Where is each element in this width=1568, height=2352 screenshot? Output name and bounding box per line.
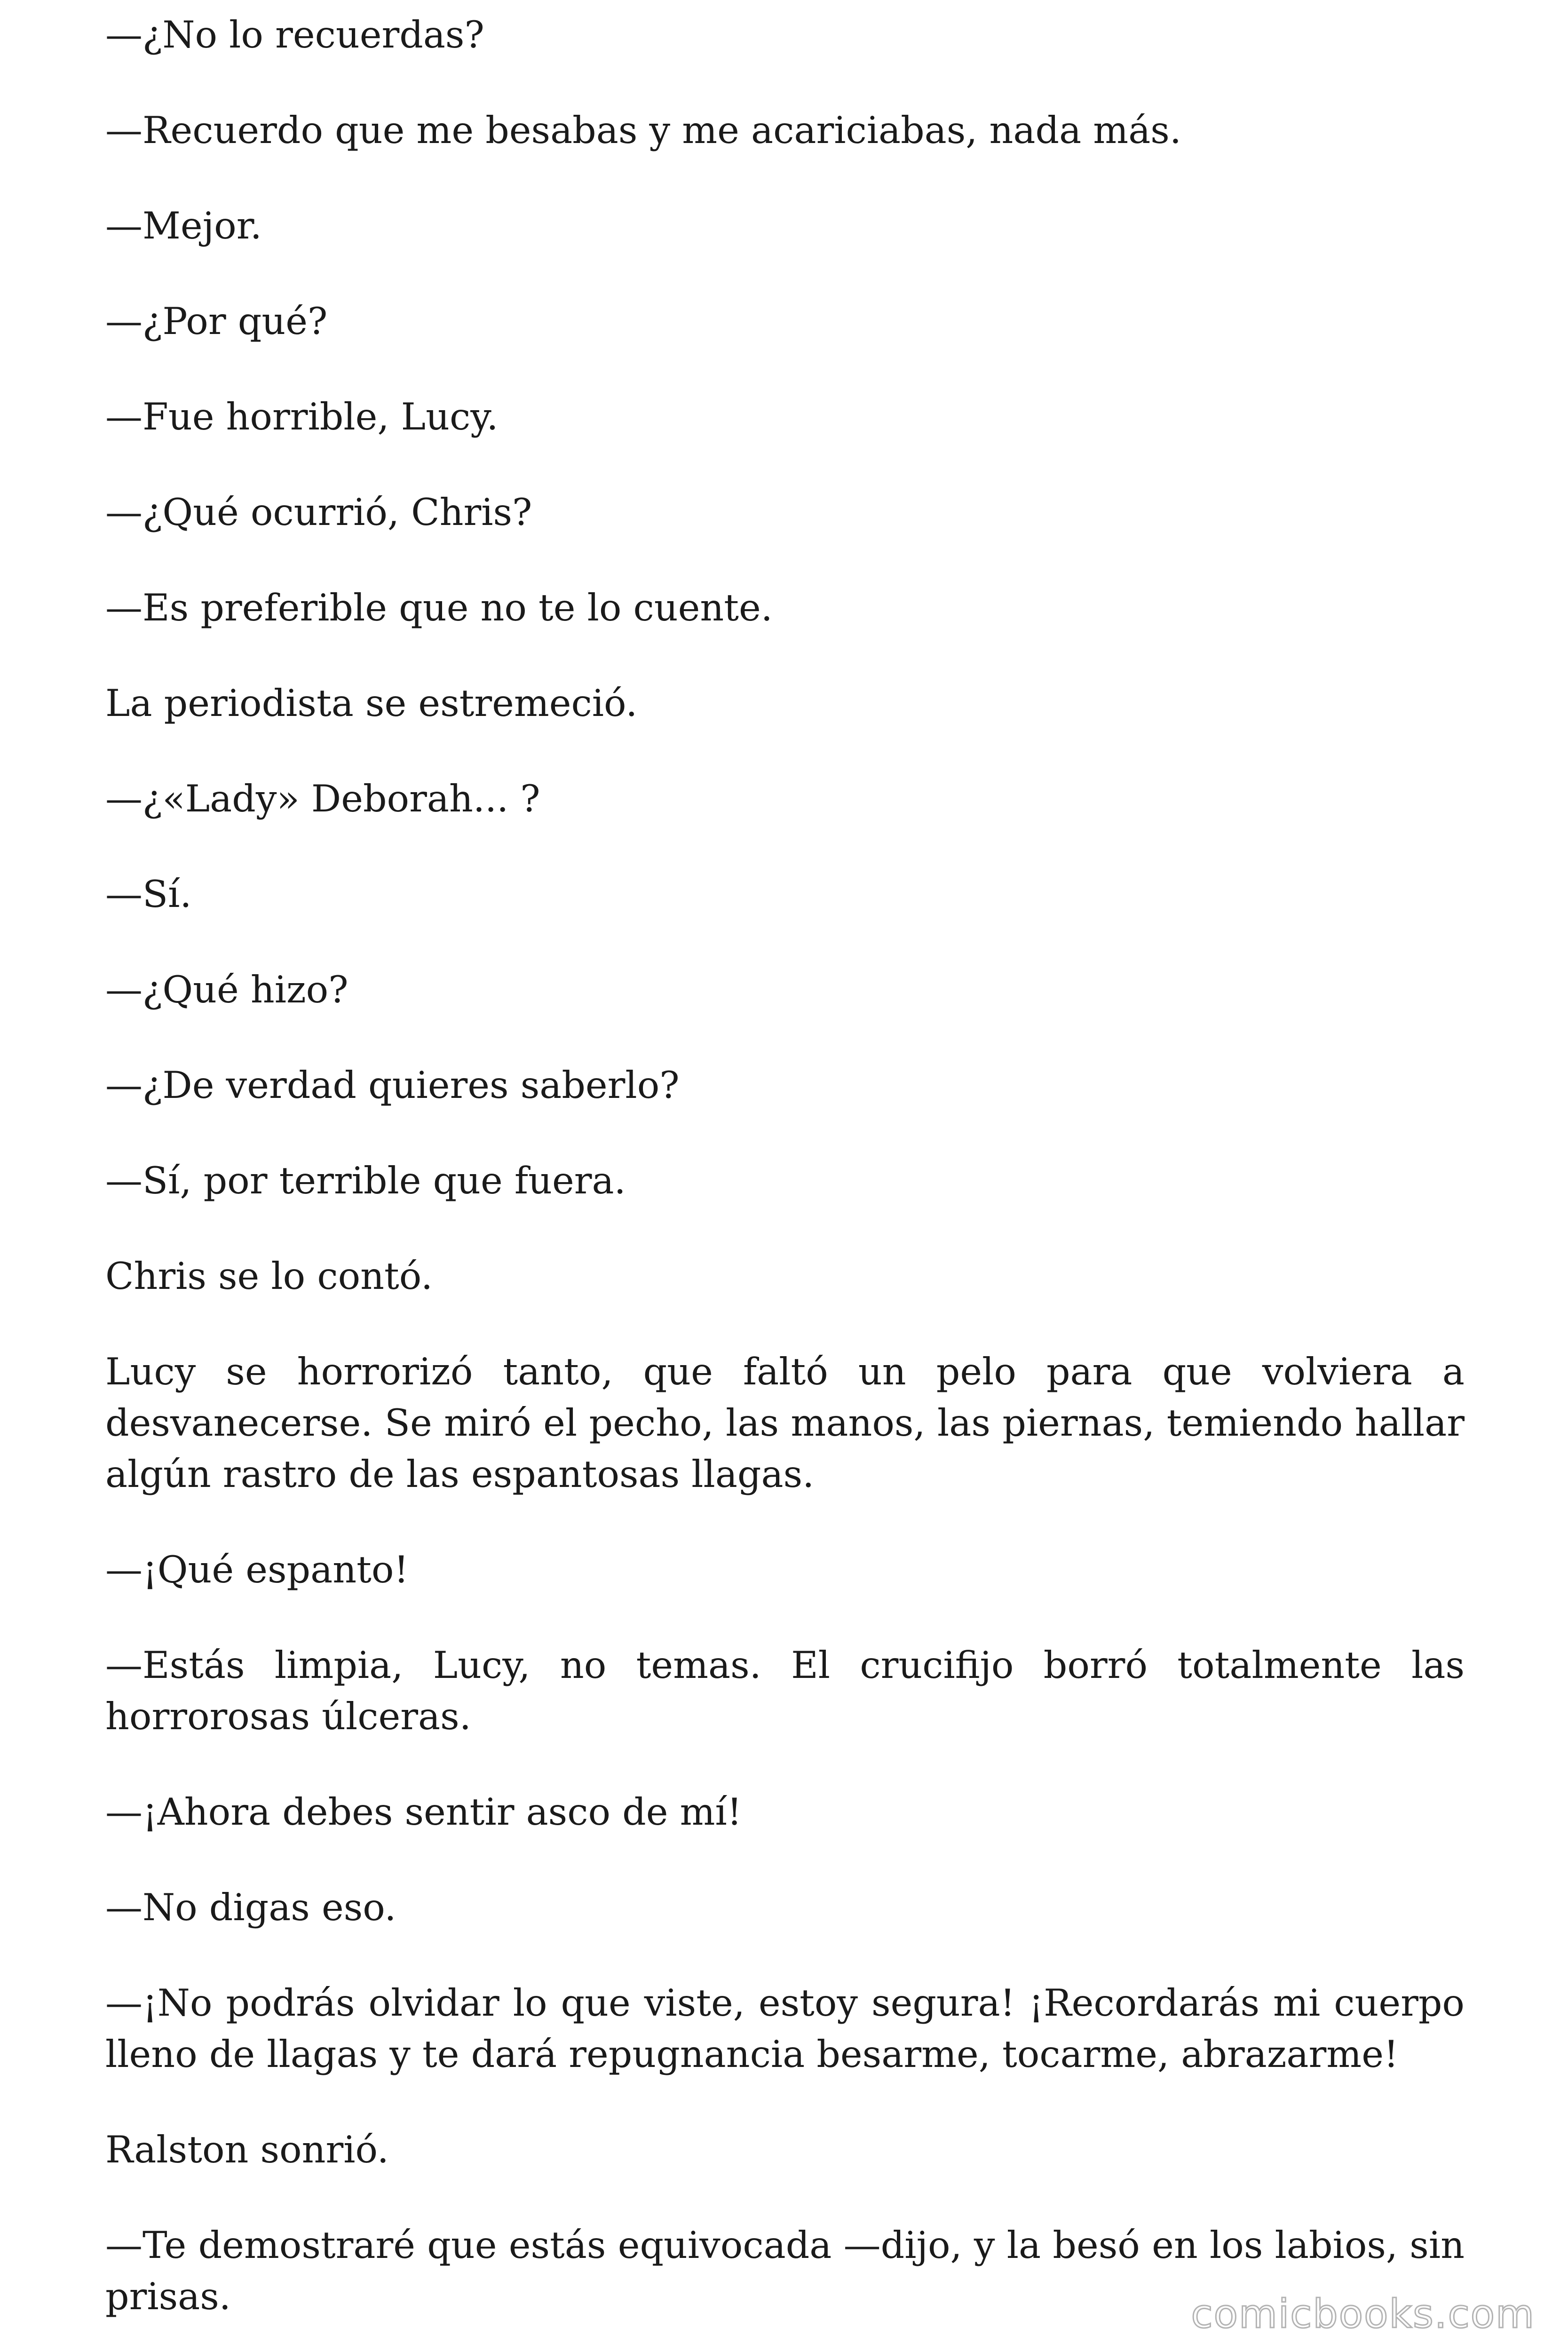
paragraph: La periodista se estremeció.	[105, 682, 638, 725]
paragraph: —Sí.	[105, 873, 192, 916]
paragraph: —Estás limpia, Lucy, no temas. El crucifijo borró totalmente las horrorosas úlceras.	[105, 1644, 1465, 1738]
watermark: comicbooks.com	[1191, 2291, 1535, 2337]
paragraph: —Te demostraré que estás equivocada —dijo, y la besó en los labios, sin prisas.	[105, 2224, 1465, 2318]
paragraph: —¿No lo recuerdas?	[105, 13, 484, 56]
paragraph: —¡Ahora debes sentir asco de mí!	[105, 1790, 742, 1834]
paragraph: —¿«Lady» Deborah... ?	[105, 777, 540, 820]
paragraph: —Es preferible que no te lo cuente.	[105, 586, 773, 629]
paragraph: —Mejor.	[105, 204, 262, 247]
paragraph: —¿Qué ocurrió, Chris?	[105, 491, 532, 534]
paragraph: —¿Por qué?	[105, 300, 328, 343]
paragraph: —¡Qué espanto!	[105, 1548, 409, 1591]
paragraph: —Fue horrible, Lucy.	[105, 395, 499, 438]
paragraph: Ralston sonrió.	[105, 2128, 389, 2171]
text-column	[105, 9, 1465, 2352]
paragraph: —¿Qué hizo?	[105, 968, 348, 1011]
paragraph: Chris se lo contó.	[105, 1255, 433, 1298]
paragraph: —¿De verdad quieres saberlo?	[105, 1064, 680, 1107]
paragraph: —¡No podrás olvidar lo que viste, estoy segura! ¡Recordarás mi cuerpo lleno de llagas y te dará repugnancia besarme, tocarme, abrazarme!	[105, 1981, 1465, 2076]
paragraph: Lucy se horrorizó tanto, que faltó un pelo para que volviera a desvanecerse. Se miró el pecho, las manos, las piernas, temiendo hallar algún rastro de las espantosas llagas.	[105, 1350, 1465, 1496]
paragraph: —Sí, por terrible que fuera.	[105, 1159, 626, 1202]
paragraph: —No digas eso.	[105, 1886, 396, 1929]
paragraph: —Recuerdo que me besabas y me acariciabas, nada más.	[105, 109, 1181, 152]
